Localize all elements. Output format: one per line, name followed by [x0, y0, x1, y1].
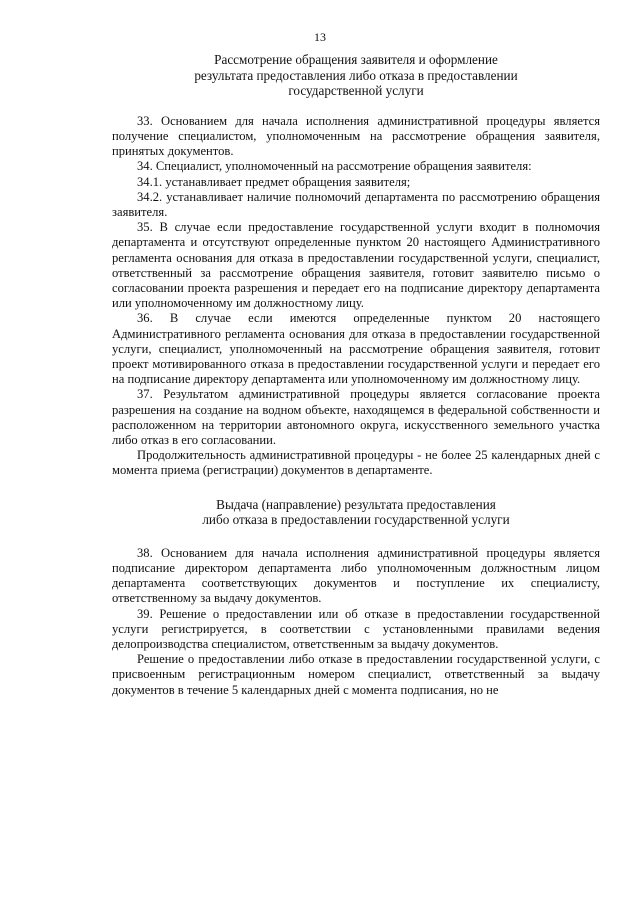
paragraph-36: 36. В случае если имеются определенные пунктом 20 настоящего Административного регламента основания для отказа в предоставлении государственной услуги, специалист, уполномоченный на рассмотрение обращения заявителя, готовит проект мотивированного отказа в предоставлении государственной услуги и передает его на подписание директору департамента или уполномоченному им должностному лицу.	[112, 311, 600, 387]
page-number: 13	[314, 30, 326, 44]
paragraph-37: 37. Результатом административной процедуры является согласование проекта разрешения на создание на водном объекте, находящемся в федеральной собственности и расположенном на территории автономного округа, искусственного земельного участка либо отказ в его согласовании.	[112, 387, 600, 448]
paragraph-34-2: 34.2. устанавливает наличие полномочий департамента по рассмотрению обращения заявителя.	[112, 189, 600, 219]
paragraph-34-1: 34.1. устанавливает предмет обращения заявителя;	[137, 174, 411, 189]
paragraph-decision: Решение о предоставлении либо отказе в предоставлении государственной услуги, с присвоенным регистрационным номером специалист, ответственный за выдачу документов в течение 5 календарных дней с момента подписания, но не	[112, 652, 600, 697]
paragraph-34: 34. Специалист, уполномоченный на рассмотрение обращения заявителя:	[137, 159, 532, 174]
heading-line: результата предоставления либо отказа в предоставлении	[194, 67, 518, 83]
heading-line: либо отказа в предоставлении государственной услуги	[202, 512, 510, 528]
heading-line: государственной услуги	[288, 83, 424, 99]
paragraph-35: 35. В случае если предоставление государственной услуги входит в полномочия департамента и отсутствуют определенные пунктом 20 настоящего Административного регламента основания для отказа в предоставлении государственной услуги, специалист, ответственный за рассмотрение обращения заявителя, готовит заявителю письмо о согласовании проекта разрешения и передает его на подписание директору департамента или уполномоченному им должностному лицу.	[112, 220, 600, 311]
paragraph-duration: Продолжительность административной процедуры - не более 25 календарных дней с момента приема (регистрации) документов в департаменте.	[112, 448, 600, 478]
document-body	[112, 52, 600, 698]
paragraph-33: 33. Основанием для начала исполнения административной процедуры является получение специалистом, уполномоченным на рассмотрение обращения заявителя, принятых документов.	[112, 113, 600, 159]
heading-line: Выдача (направление) результата предоставления	[216, 496, 496, 512]
section-heading-issuance	[112, 497, 600, 528]
section-heading-review	[112, 52, 600, 99]
heading-line: Рассмотрение обращения заявителя и оформление	[214, 52, 498, 67]
paragraph-39: 39. Решение о предоставлении или об отказе в предоставлении государственной услуги регистрируется, в соответствии с установленными правилами ведения делопроизводства специалистом, ответственным за выдачу документов.	[112, 606, 600, 652]
paragraph-38: 38. Основанием для начала исполнения административной процедуры является подписание директором департамента либо уполномоченным должностным лицом департамента соответствующих документов и поступление их специалисту, ответственному за выдачу документов.	[112, 545, 600, 606]
